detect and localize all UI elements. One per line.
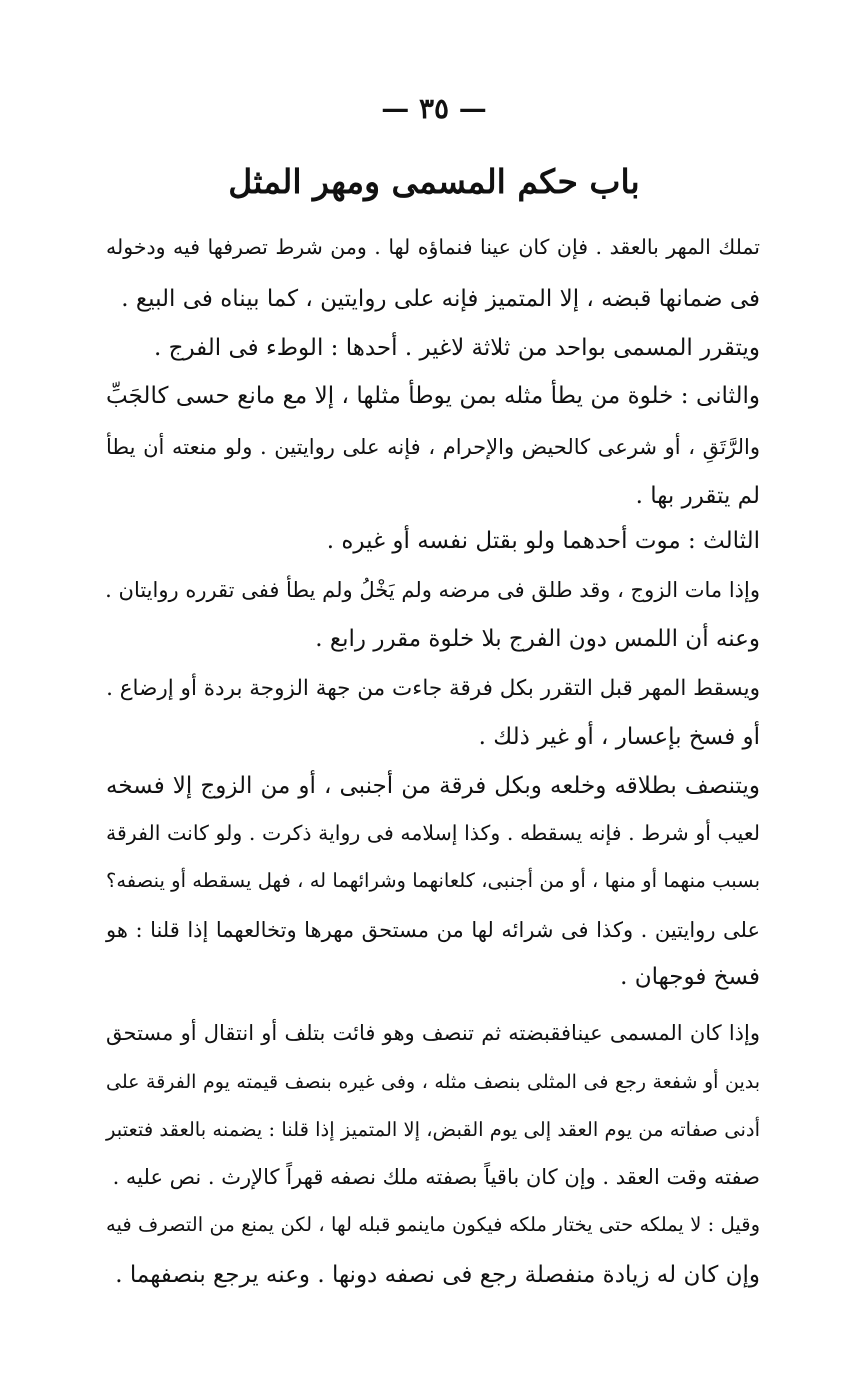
text-line-22: وإن كان له زيادة منفصلة رجع فى نصفه دونها . وعنه يرجع بنصفهما . xyxy=(115,1262,760,1288)
text-line-3: ويتقرر المسمى بواحد من ثلاثة لاغير . أحدها : الوطء فى الفرج . xyxy=(153,335,760,361)
text-line-2: فى ضمانها قبضه ، إلا المتميز فإنه على روايتين ، كما بيناه فى البيع . xyxy=(121,286,760,312)
text-line-1: تملك المهر بالعقد . فإن كان عينا فنماؤه لها . ومن شرط تصرفها فيه ودخوله xyxy=(106,235,760,259)
text-line-20: صفته وقت العقد . وإن كان باقياً بصفته ملك نصفه قهراً كالإرث . نص عليه . xyxy=(112,1165,760,1189)
text-line-16: فسخ فوجهان . xyxy=(620,964,760,990)
chapter-title: باب حكم المسمى ومهر المثل xyxy=(228,162,640,201)
text-line-12: ويتنصف بطلاقه وخلعه وبكل فرقة من أجنبى ، أو من الزوج إلا فسخه xyxy=(106,773,760,799)
text-line-7: الثالث : موت أحدهما ولو بقتل نفسه أو غيره . xyxy=(326,528,760,554)
text-line-15: على روايتين . وكذا فى شرائه لها من مستحق مهرها وتخالعهما إذا قلنا : هو xyxy=(106,918,760,942)
text-line-8: وإذا مات الزوج ، وقد طلق فى مرضه ولم يَخْلُ ولم يطأ ففى تقرره روايتان . xyxy=(105,578,760,602)
text-line-9: وعنه أن اللمس دون الفرج بلا خلوة مقرر رابع . xyxy=(315,626,760,652)
text-line-11: أو فسخ بإعسار ، أو غير ذلك . xyxy=(478,724,760,750)
text-line-14: بسبب منهما أو منها ، أو من أجنبى، كلعانهما وشرائهما له ، فهل يسقطه أو ينصفه؟ xyxy=(106,869,760,892)
page-number: — ٣٥ — xyxy=(381,92,487,125)
text-line-6: لم يتقرر بها . xyxy=(635,483,760,509)
text-line-5: والرَّتَقِ ، أو شرعى كالحيض والإحرام ، فإنه على روايتين . ولو منعته أن يطأ xyxy=(106,435,760,459)
text-line-19: أدنى صفاته من يوم العقد إلى يوم القبض، إلا المتميز إذا قلنا : يضمنه بالعقد فتعتبر xyxy=(106,1118,760,1141)
text-line-13: لعيب أو شرط . فإنه يسقطه . وكذا إسلامه فى رواية ذكرت . ولو كانت الفرقة xyxy=(106,821,760,845)
text-line-10: ويسقط المهر قبل التقرر بكل فرقة جاءت من جهة الزوجة بردة أو إرضاع . xyxy=(106,676,760,701)
text-line-17: وإذا كان المسمى عينافقبضته ثم تنصف وهو فائت بتلف أو انتقال أو مستحق xyxy=(106,1021,760,1045)
text-line-18: بدين أو شفعة رجع فى المثلى بنصف مثله ، وفى غيره بنصف قيمته يوم الفرقة على xyxy=(106,1071,760,1093)
text-line-4: والثانى : خلوة من يطأ مثله بمن يوطأ مثلها ، إلا مع مانع حسى كالجَبِّ xyxy=(106,383,760,409)
text-line-21: وقيل : لا يملكه حتى يختار ملكه فيكون ماينمو قبله لها ، لكن يمنع من التصرف فيه xyxy=(106,1213,760,1236)
